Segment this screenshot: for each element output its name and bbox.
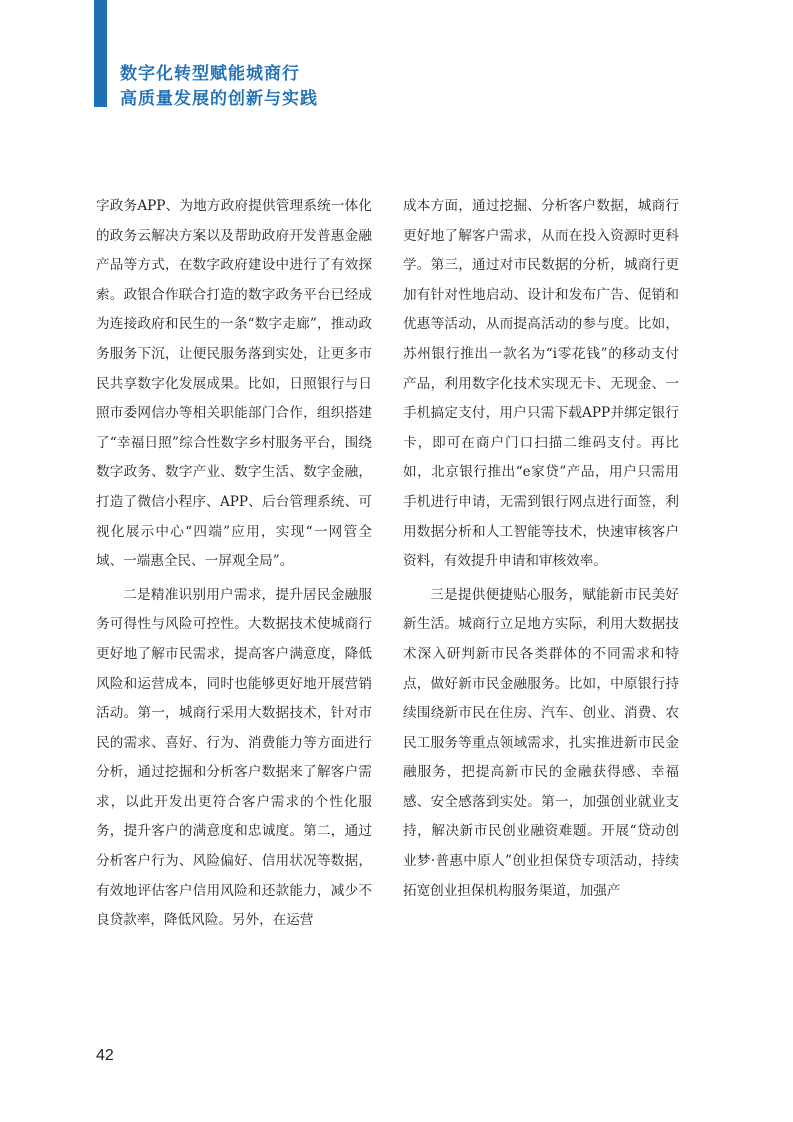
left-text-column [96, 192, 372, 936]
left-paragraph-1: 字政务APP、为地方政府提供管理系统一体化的政务云解决方案以及帮助政府开发普惠金融产品等方式，在数字政府建设中进行了有效探索。政银合作联合打造的数字政务平台已经成为连接政府和民生的一条“数字走廊”，推动政务服务下沉，让便民服务落到实处，让更多市民共享数字化发展成果。比如，日照银行与日照市委网信办等相关职能部门合作，组织搭建了“幸福日照”综合性数字乡村服务平台，围绕数字政务、数字产业、数字生活、数字金融，打造了微信小程序、APP、后台管理系统、可视化展示中心“四端”应用，实现“一网管全域、一端惠全民、一屏观全局”。 [96, 198, 372, 570]
header-title-line-1: 数字化转型赋能城商行 [120, 64, 300, 84]
right-paragraph-1: 成本方面，通过挖掘、分析客户数据，城商行更好地了解客户需求，从而在投入资源时更科学。第三，通过对市民数据的分析，城商行更加有针对性地启动、设计和发布广告、促销和优惠等活动，从而提高活动的参与度。比如，苏州银行推出一款名为“i零花钱”的移动支付产品，利用数字化技术实现无卡、无现金、一手机搞定支付，用户只需下载APP并绑定银行卡，即可在商户门口扫描二维码支付。再比如，北京银行推出“e家贷”产品，用户只需用手机进行申请，无需到银行网点进行面签，利用数据分析和人工智能等技术，快速审核客户资料，有效提升申请和审核效率。 [403, 198, 679, 570]
header-title-line-2: 高质量发展的创新与实践 [120, 89, 318, 109]
left-paragraph-2: 二是精准识别用户需求，提升居民金融服务可得性与风险可控性。大数据技术使城商行更好地了解市民需求，提高客户满意度，降低风险和运营成本，同时也能够更好地开展营销活动。第一，城商行采用大数据技术，针对市民的需求、喜好、行为、消费能力等方面进行分析，通过挖掘和分析客户数据来了解客户需求，以此开发出更符合客户需求的个性化服务，提升客户的满意度和忠诚度。第二，通过分析客户行为、风险偏好、信用状况等数据，有效地评估客户信用风险和还款能力，减少不良贷款率，降低风险。另外，在运营 [96, 586, 372, 929]
right-text-column [403, 192, 679, 906]
running-header-title [120, 62, 318, 112]
page-number: 42 [96, 1047, 114, 1064]
right-paragraph-2: 三是提供便捷贴心服务，赋能新市民美好新生活。城商行立足地方实际，利用大数据技术深入研判新市民各类群体的不同需求和特点，做好新市民金融服务。比如，中原银行持续围绕新市民在住房、汽车、创业、消费、农民工服务等重点领域需求，扎实推进新市民金融服务，把提高新市民的金融获得感、幸福感、安全感落到实处。第一，加强创业就业支持，解决新市民创业融资难题。开展“贷动创业梦·普惠中原人”创业担保贷专项活动，持续拓宽创业担保机构服务渠道，加强产 [403, 586, 679, 899]
header-accent-bar [94, 0, 107, 107]
